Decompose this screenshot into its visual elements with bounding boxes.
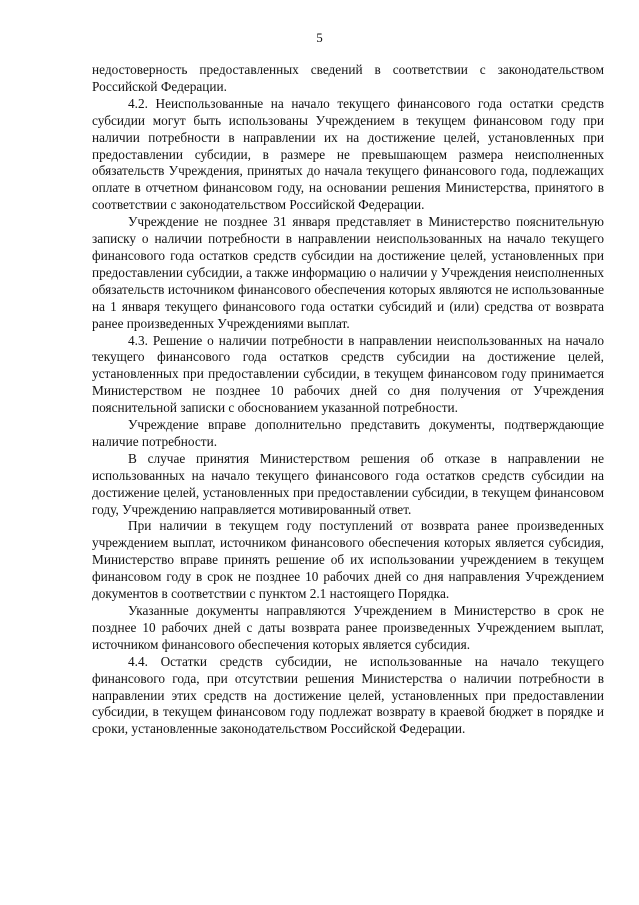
paragraph-continuation: недостоверность предоставленных сведений в соответствии с законодательством Российской Федерации. [92, 62, 604, 94]
paragraph-refusal: В случае принятия Министерством решения об отказе в направлении не использованных на начало текущего финансового года остатков средств субсидии на достижение целей, установленных при предоставлении субсидии, в текущем финансовом году, Учреждению направляется мотивированный ответ. [92, 450, 604, 517]
paragraph-documents-deadline: Указанные документы направляются Учреждением в Министерство в срок не позднее 10 рабочих дней с даты возврата ранее произведенных Учреждением выплат, источником финансового обеспечения которых является субсидия. [92, 603, 604, 652]
paragraph-returned-payments: При наличии в текущем году поступлений от возврата ранее произведенных учреждением выплат, источником финансового обеспечения которых является субсидия, Министерство вправе принять решение об их использовании учреждением в текущем финансовом году в срок не позднее 10 рабочих дней со дня направления Учреждением документов в соответствии с пунктом 2.1 настоящего Порядка. [92, 518, 604, 602]
paragraph-clause-4-4: 4.4. Остатки средств субсидии, не использованные на начало текущего финансового года, при отсутствии решения Министерства о наличии потребности в направлении этих средств на достижение целей, установленных при предоставлении субсидии, в текущем финансовом году подлежат возврату в краевой бюджет в порядке и сроки, установленные законодательством Российской Федерации. [92, 653, 604, 737]
paragraph-additional-documents: Учреждение вправе дополнительно представить документы, подтверждающие наличие потребности. [92, 417, 604, 449]
paragraph-clause-4-2: 4.2. Неиспользованные на начало текущего финансового года остатки средств субсидии могут быть использованы Учреждением в текущем финансовом году при наличии потребности в направлении их на достижение целей, установленных при предоставлении субсидии, в размере не превышающем размера неисполненных обязательств Учреждения, принятых до начала текущего финансового года, подлежащих оплате в отчетном финансовом году, на основании решения Министерства, принятого в соответствии с законодательством Российской Федерации. [92, 95, 604, 213]
paragraph-clause-4-3: 4.3. Решение о наличии потребности в направлении неиспользованных на начало текущего финансового года остатков средств субсидии на достижение целей, установленных при предоставлении субсидии, в текущем финансовом году принимается Министерством не позднее 10 рабочих дней со дня получения от Учреждения пояснительной записки с обоснованием указанной потребности. [92, 332, 604, 416]
paragraph-explanatory-note: Учреждение не позднее 31 января представляет в Министерство пояснительную записку о наличии потребности в направлении неиспользованных на начало текущего финансового года остатков средств субсидии на достижение целей, установленных при предоставлении субсидии, а также информацию о наличии у Учреждения неисполненных обязательств источником финансового обеспечения которых являются не использованные на 1 января текущего финансового года остатки субсидий и (или) средства от возврата ранее произведенных Учреждениями выплат. [92, 214, 604, 331]
document-body [92, 62, 604, 738]
page-number: 5 [316, 30, 323, 45]
